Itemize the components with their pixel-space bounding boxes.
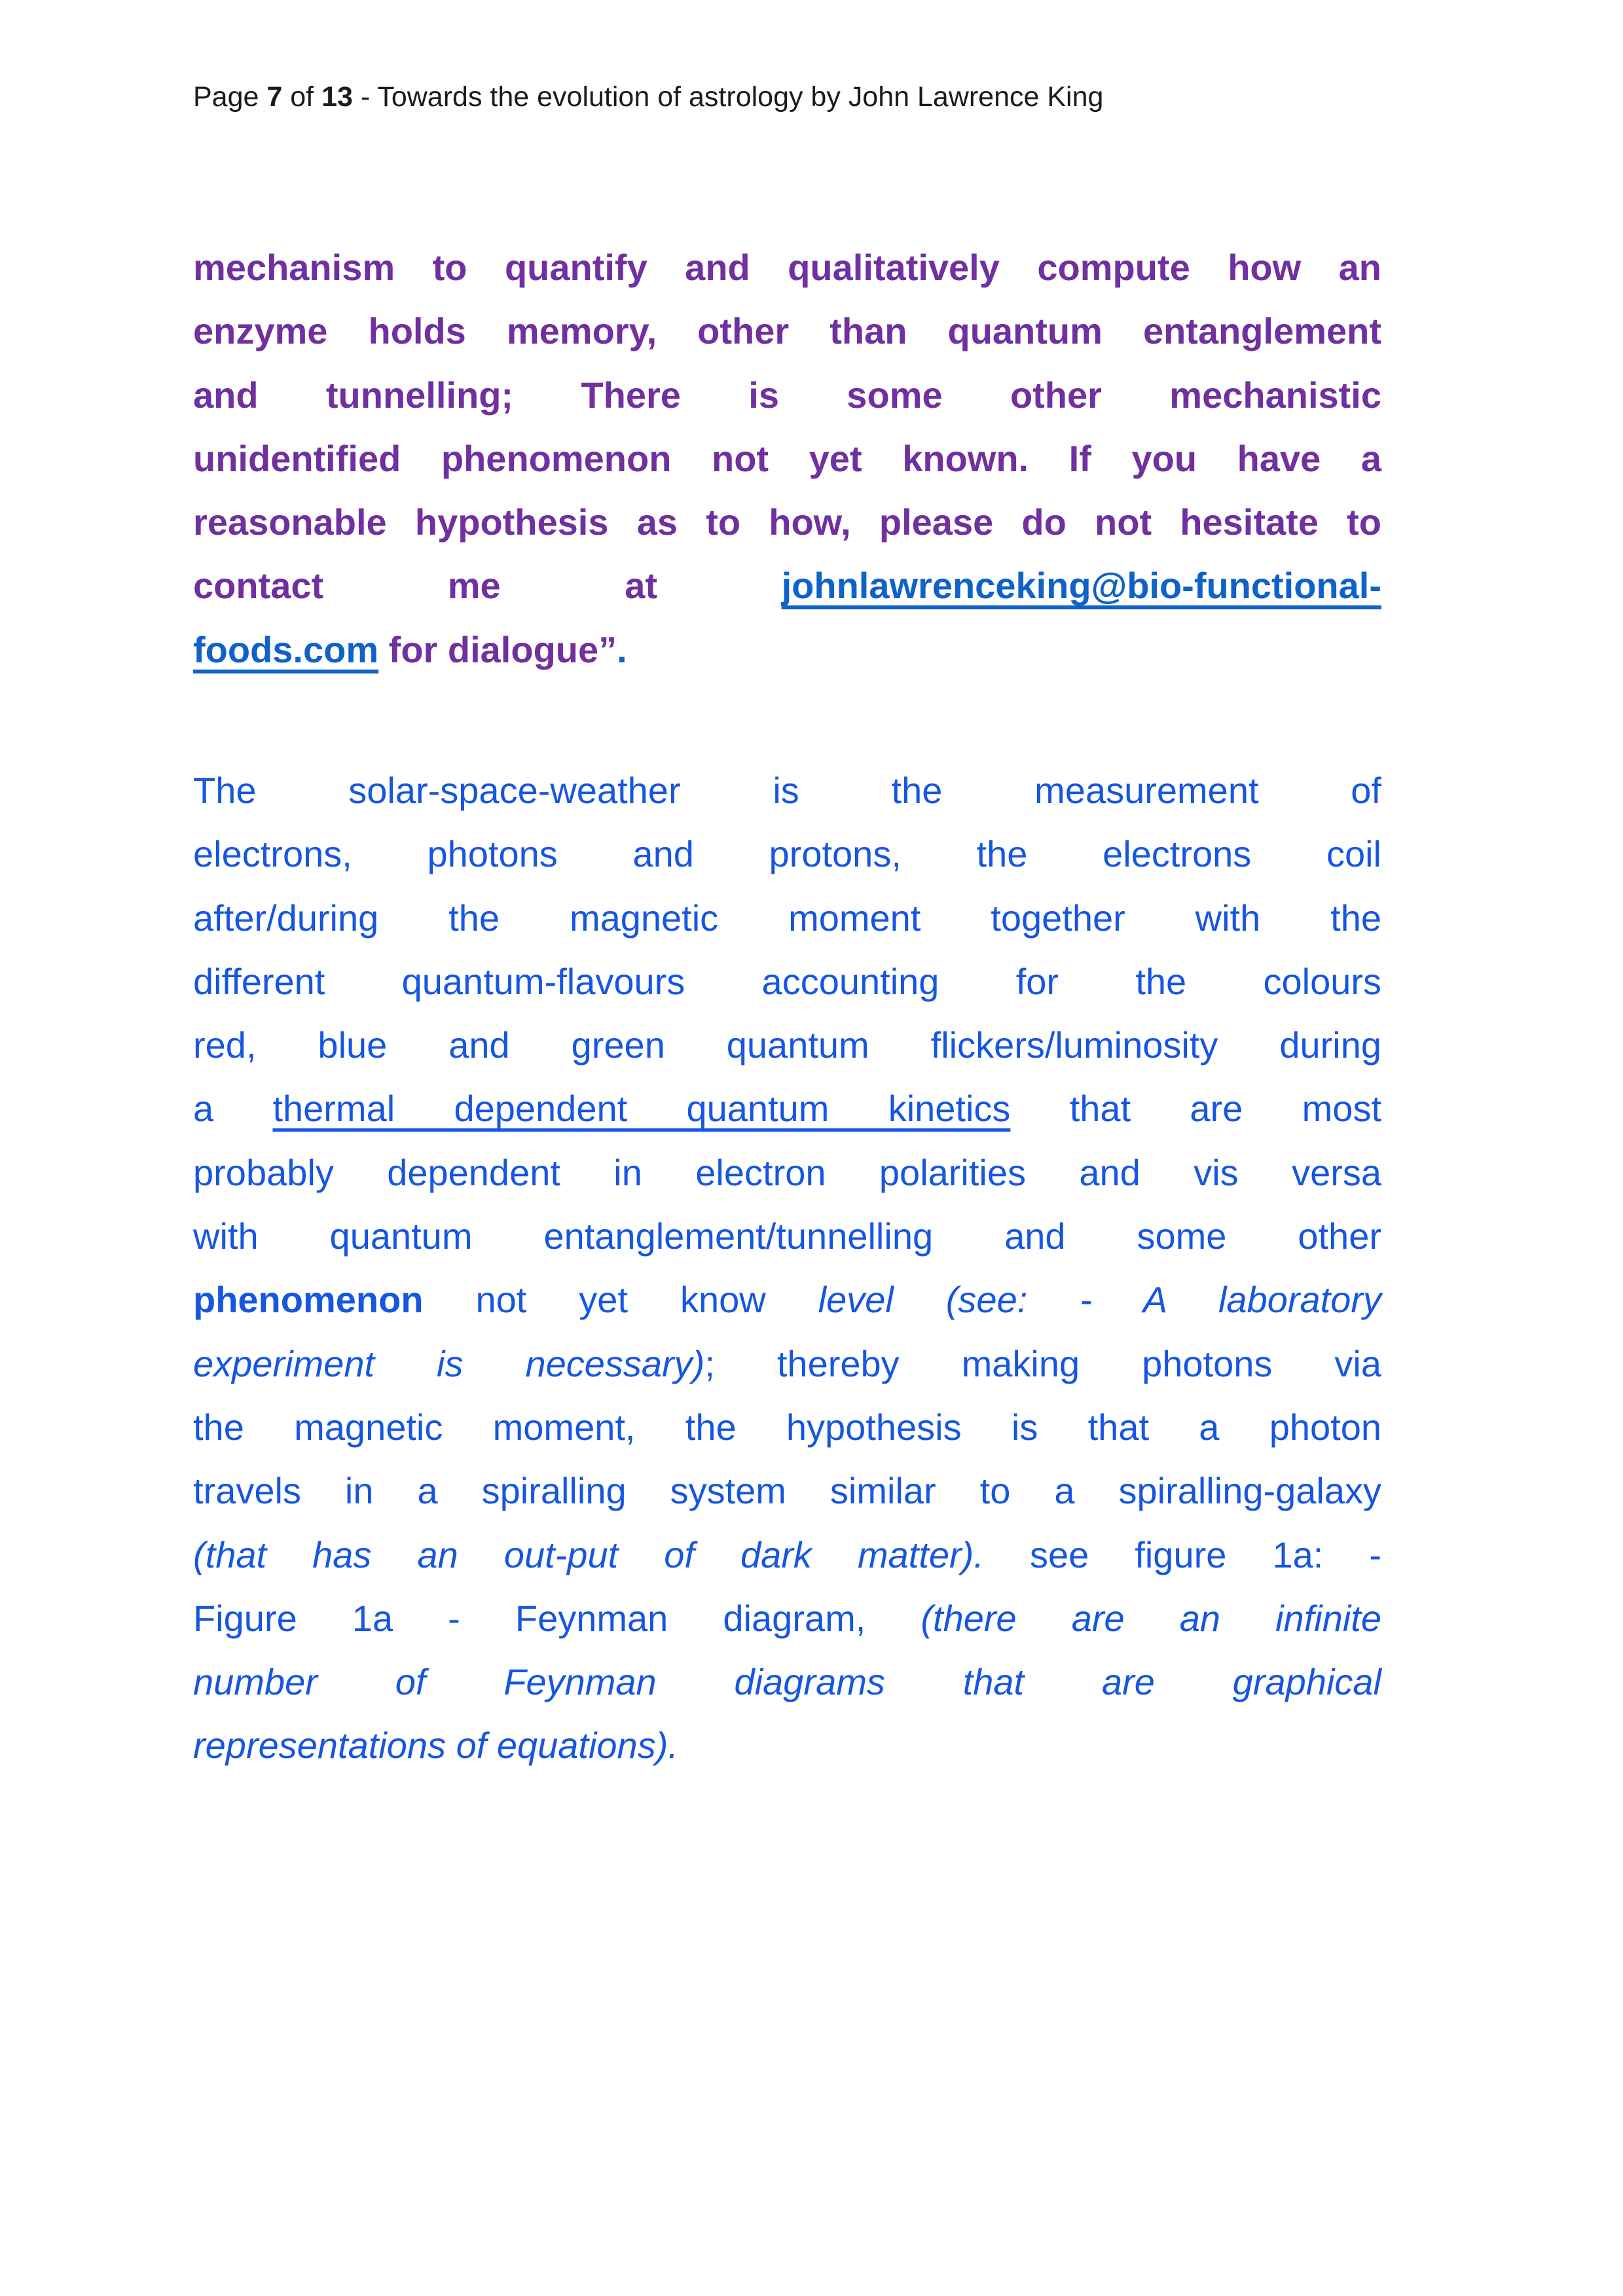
text-line xyxy=(193,299,1381,363)
text-segment: Figure 1a - Feynman diagram, xyxy=(193,1597,921,1639)
text-segment: Page xyxy=(193,81,267,113)
text-line xyxy=(193,822,1381,886)
text-segment: with quantum entanglement/tunnelling and some other xyxy=(193,1215,1381,1257)
text-line xyxy=(193,554,1381,617)
text-segment: The solar-space-weather is the measurement of xyxy=(193,770,1381,811)
text-segment: (that has an out-put of dark matter). xyxy=(193,1534,984,1575)
text-line xyxy=(193,1013,1381,1077)
text-line xyxy=(193,427,1381,490)
text-line xyxy=(193,1332,1381,1395)
text-segment: after/during the magnetic moment together with the xyxy=(193,897,1381,939)
text-line xyxy=(193,1459,1381,1522)
text-line xyxy=(193,1713,1381,1777)
text-line xyxy=(193,618,1381,681)
text-segment: level (see: - A laboratory xyxy=(818,1279,1381,1321)
text-segment: probably dependent in electron polarities and vis versa xyxy=(193,1151,1381,1193)
text-line xyxy=(193,1077,1381,1140)
text-segment: a xyxy=(193,1088,273,1130)
text-segment: reasonable hypothesis as to how, please do not hesitate to xyxy=(193,501,1381,543)
text-segment: and tunnelling; There is some other mechanistic xyxy=(193,374,1381,416)
solar-space-weather-paragraph xyxy=(193,759,1381,1778)
text-segment: mechanism to quantify and qualitatively compute how an xyxy=(193,247,1381,288)
text-segment: . xyxy=(617,628,627,670)
text-line xyxy=(193,886,1381,950)
text-segment: number of Feynman diagrams that are graphical xyxy=(193,1661,1381,1703)
text-segment: that are most xyxy=(1010,1088,1381,1130)
text-segment: 13 xyxy=(321,81,353,113)
text-segment: representations of equations). xyxy=(193,1725,678,1767)
text-segment: - Towards the evolution of astrology by John Lawrence King xyxy=(352,81,1104,113)
text-line xyxy=(193,1523,1381,1587)
text-segment: 7 xyxy=(266,81,283,113)
text-segment: experiment is necessary) xyxy=(193,1342,705,1384)
text-line xyxy=(193,1204,1381,1268)
text-segment: electrons, photons and protons, the electrons coil xyxy=(193,833,1381,875)
email-link[interactable]: johnlawrenceking@bio-functional- xyxy=(781,565,1381,607)
text-line xyxy=(193,1141,1381,1204)
email-link[interactable]: foods.com xyxy=(193,628,379,670)
text-line xyxy=(193,759,1381,822)
text-line xyxy=(193,1587,1381,1650)
text-segment: (there are an infinite xyxy=(921,1597,1381,1639)
text-segment: of xyxy=(282,81,322,113)
page-header xyxy=(193,81,1103,113)
text-segment: the magnetic moment, the hypothesis is that a photon xyxy=(193,1406,1381,1448)
text-line xyxy=(193,1395,1381,1459)
text-segment: unidentified phenomenon not yet known. If you have a xyxy=(193,437,1381,479)
text-line xyxy=(193,950,1381,1013)
text-segment: travels in a spiralling system similar to a spiralling-galaxy xyxy=(193,1470,1381,1512)
text-line xyxy=(193,490,1381,554)
text-segment: contact me at xyxy=(193,565,782,607)
text-line xyxy=(193,1268,1381,1331)
text-segment: see figure 1a: - xyxy=(983,1534,1381,1575)
text-segment: enzyme holds memory, other than quantum entanglement xyxy=(193,310,1381,352)
text-segment: for dialogue” xyxy=(378,628,617,670)
text-line xyxy=(193,1650,1381,1713)
enzyme-memory-paragraph xyxy=(193,236,1381,681)
text-segment: red, blue and green quantum flickers/luminosity during xyxy=(193,1024,1381,1066)
text-segment: different quantum-flavours accounting for the colours xyxy=(193,960,1381,1002)
text-segment: phenomenon xyxy=(193,1279,424,1321)
text-segment: ; thereby making photons via xyxy=(704,1342,1381,1384)
text-line xyxy=(193,236,1381,299)
underlined-phrase: thermal dependent quantum kinetics xyxy=(272,1088,1011,1130)
text-segment: not yet know xyxy=(423,1279,818,1321)
text-line xyxy=(193,363,1381,427)
